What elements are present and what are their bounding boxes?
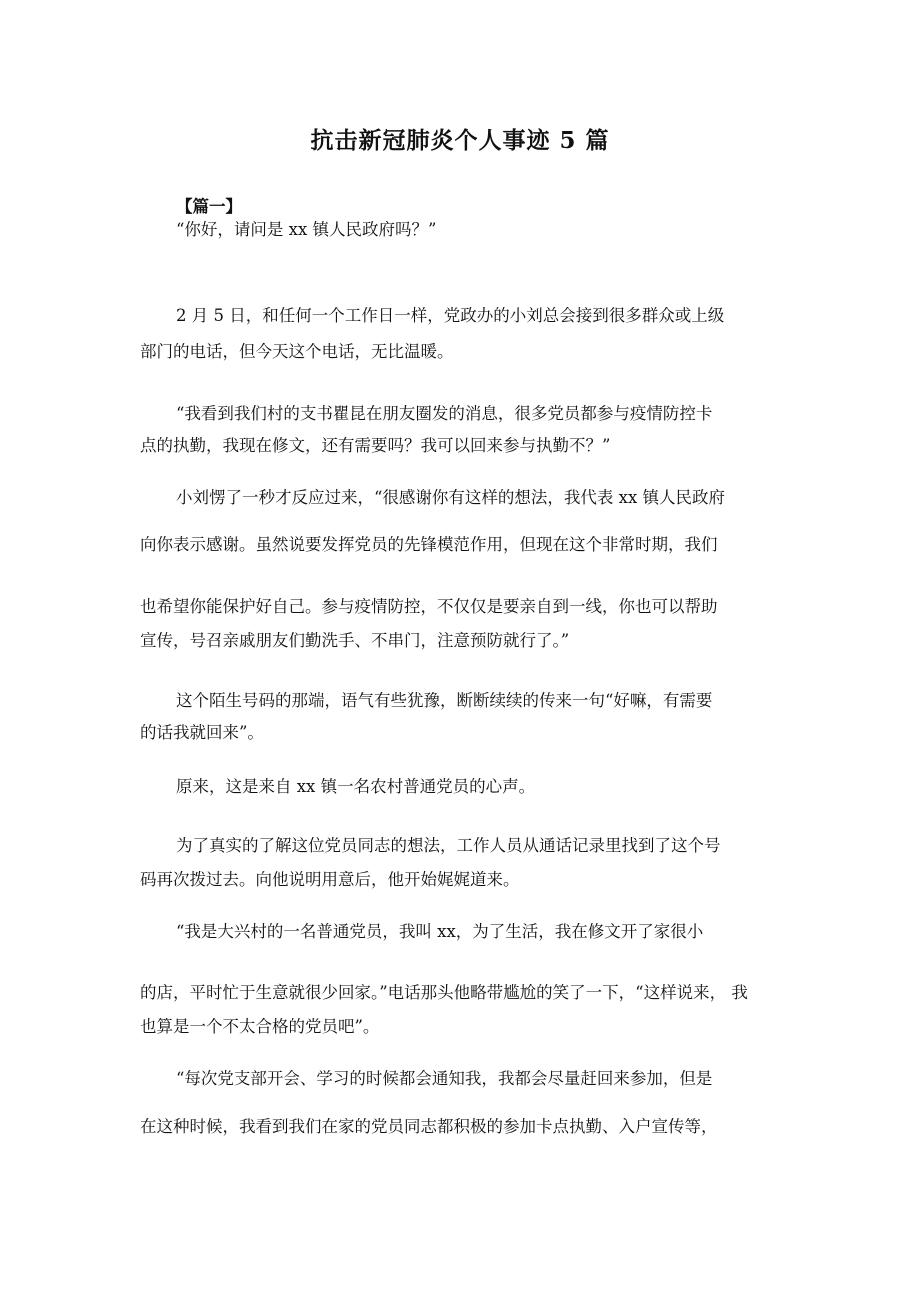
paragraph-line: “你好，请问是 xx 镇人民政府吗？” bbox=[176, 220, 437, 239]
paragraph-line: “我看到我们村的支书瞿昆在朋友圈发的消息，很多党员都参与疫情防控卡 bbox=[176, 404, 713, 423]
paragraph-line: 也算是一个不太合格的党员吧”。 bbox=[140, 1017, 380, 1036]
paragraph-line: 部门的电话，但今天这个电话，无比温暖。 bbox=[140, 342, 454, 361]
paragraph-line: 的店，平时忙于生意就很少回家。”电话那头他略带尴尬的笑了一下，“这样说来， 我 bbox=[140, 983, 748, 1002]
paragraph-line: 为了真实的了解这位党员同志的想法，工作人员从通话记录里找到了这个号 bbox=[176, 836, 721, 855]
paragraph-line: 也希望你能保护好自己。参与疫情防控，不仅仅是要亲自到一线，你也可以帮助 bbox=[140, 597, 718, 616]
paragraph-line: 在这种时候，我看到我们在家的党员同志都积极的参加卡点执勤、入户宣传等， bbox=[140, 1117, 718, 1136]
paragraph-line: 这个陌生号码的那端，语气有些犹豫，断断续续的传来一句“好嘛，有需要 bbox=[176, 691, 713, 710]
paragraph-line: 原来，这是来自 xx 镇一名农村普通党员的心声。 bbox=[176, 777, 536, 796]
paragraph-line: 向你表示感谢。虽然说要发挥党员的先锋模范作用，但现在这个非常时期，我们 bbox=[140, 535, 718, 554]
paragraph-line: 点的执勤，我现在修文，还有需要吗？我可以回来参与执勤不？” bbox=[140, 436, 611, 455]
paragraph-line: 的话我就回来”。 bbox=[140, 723, 264, 742]
paragraph-line: 码再次拨过去。向他说明用意后，他开始娓娓道来。 bbox=[140, 870, 520, 889]
section-heading: 【篇一】 bbox=[176, 197, 242, 216]
paragraph-line: “我是大兴村的一名普通党员，我叫 xx，为了生活，我在修文开了家很小 bbox=[176, 922, 704, 941]
paragraph-line: 小刘愣了一秒才反应过来，“很感谢你有这样的想法，我代表 xx 镇人民政府 bbox=[176, 488, 726, 507]
paragraph-line: 宣传，号召亲戚朋友们勤洗手、不串门，注意预防就行了。” bbox=[140, 631, 570, 650]
paragraph-line: “每次党支部开会、学习的时候都会通知我，我都会尽量赶回来参加，但是 bbox=[176, 1069, 713, 1088]
paragraph-line: 2 月 5 日，和任何一个工作日一样，党政办的小刘总会接到很多群众或上级 bbox=[176, 306, 725, 325]
document-title: 抗击新冠肺炎个人事迹 5 篇 bbox=[310, 127, 610, 154]
